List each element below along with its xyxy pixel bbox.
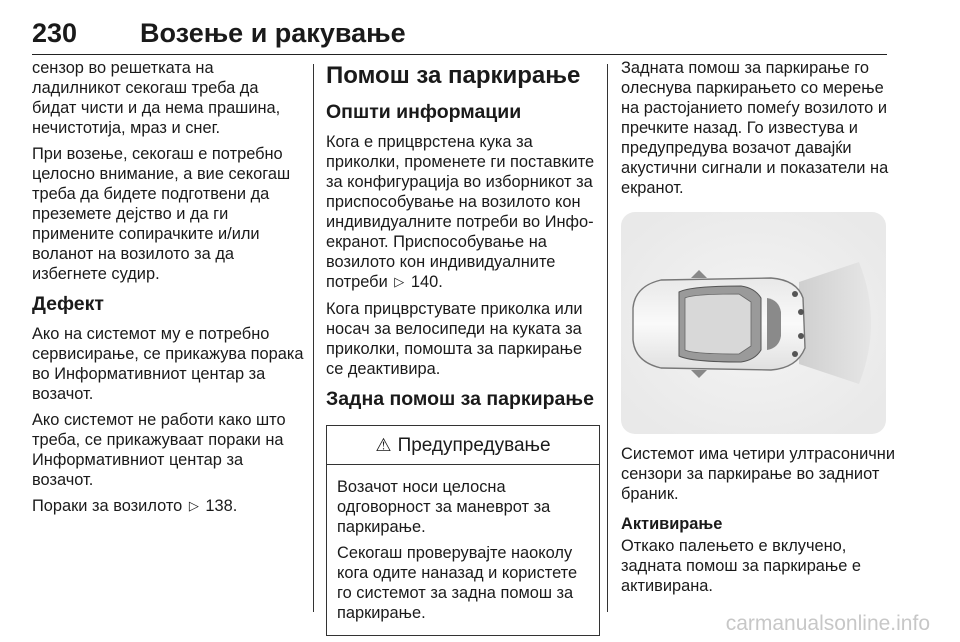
paragraph-with-reference xyxy=(32,496,306,517)
paragraph: Секогаш проверувајте наоколу кога одите наназад и користете го системот за задна помош за паркирање. xyxy=(337,544,578,622)
section-heading-rear-park-assist: Задна помош за паркирање xyxy=(326,388,594,410)
section-heading-defect: Дефект xyxy=(32,293,104,315)
paragraph: Возачот носи целосна одговорност за маневрот за паркирање. xyxy=(337,478,551,536)
sensor-beam xyxy=(799,262,871,384)
sensor-dot xyxy=(792,291,798,297)
paragraph: Ако на системот му е потребно сервисирање, се прикажува порака во Информативниот центар за возачот. xyxy=(32,325,304,403)
warning-box xyxy=(326,425,600,636)
reference-text: Пораки за возилото xyxy=(32,497,183,515)
car-sensor-illustration xyxy=(621,212,886,434)
chapter-title: Возење и ракување xyxy=(140,18,406,48)
column-left xyxy=(32,58,306,523)
paragraph: Задната помош за паркирање го олеснува паркирањето со мерење на растојанието помеѓу возилото и пречките назад. Го известува и предупредува возачот давајќи акустични сигнали и показатели на екранот. xyxy=(621,59,889,197)
sensor-dot xyxy=(798,333,804,339)
reference-page-link[interactable]: 138. xyxy=(205,497,238,515)
paragraph: Откако палењето е вклучено, задната помош за паркирање е активирана. xyxy=(621,537,862,595)
page-header xyxy=(32,14,887,55)
column-divider xyxy=(607,64,608,612)
paragraph: При возење, секогаш е потребно целосно внимание, а вие секогаш треба да бидете подготвени да преземете дејство и да ги примените сопирачките и/или воланот на возилото за да избегнете судир. xyxy=(32,145,291,283)
reference-page-link[interactable]: 140. xyxy=(410,273,443,291)
paragraph-with-reference xyxy=(326,132,600,293)
page-number: 230 xyxy=(32,18,78,48)
triangle-ref-icon: ▷ xyxy=(394,274,405,289)
rear-window xyxy=(767,298,781,350)
section-heading-activation: Активирање xyxy=(621,515,723,533)
column-divider xyxy=(313,64,314,612)
column-right xyxy=(621,58,895,602)
watermark: carmanualsonline.info xyxy=(725,612,930,635)
warning-triangle-icon: ⚠ xyxy=(375,435,392,455)
sensor-dot xyxy=(792,351,798,357)
warning-title: Предупредување xyxy=(397,435,551,456)
sensor-dot xyxy=(798,309,804,315)
paragraph: Системот има четири ултрасонични сензори за паркирање во задниот браник. xyxy=(621,445,895,503)
sub-heading: Општи информации xyxy=(326,101,522,123)
warning-header xyxy=(327,426,599,465)
main-heading: Помош за паркирање xyxy=(326,62,581,89)
paragraph: Ако системот не работи како што треба, се прикажуваат пораки на Информативниот центар за возачот. xyxy=(32,411,286,489)
column-middle xyxy=(326,58,600,636)
triangle-ref-icon: ▷ xyxy=(188,498,199,513)
paragraph: Кога прицврстувате приколка или носач за велосипеди на куката за приколки, помошта за паркирање се деактивира. xyxy=(326,300,583,378)
car-roof xyxy=(685,294,751,354)
paragraph-text: Кога е прицврстена кука за приколки, променете ги поставките за конфигурација во изборникот за приспособување на возилото кон индивидуалните потреби во Инфо-екранот. Приспособување на возилото кон индивидуалните потреби xyxy=(326,133,595,291)
paragraph: сензор во решетката на ладилникот секогаш треба да бидат чисти и да нема прашина, нечистотија, мраз и снег. xyxy=(32,59,281,137)
warning-body xyxy=(327,465,599,635)
